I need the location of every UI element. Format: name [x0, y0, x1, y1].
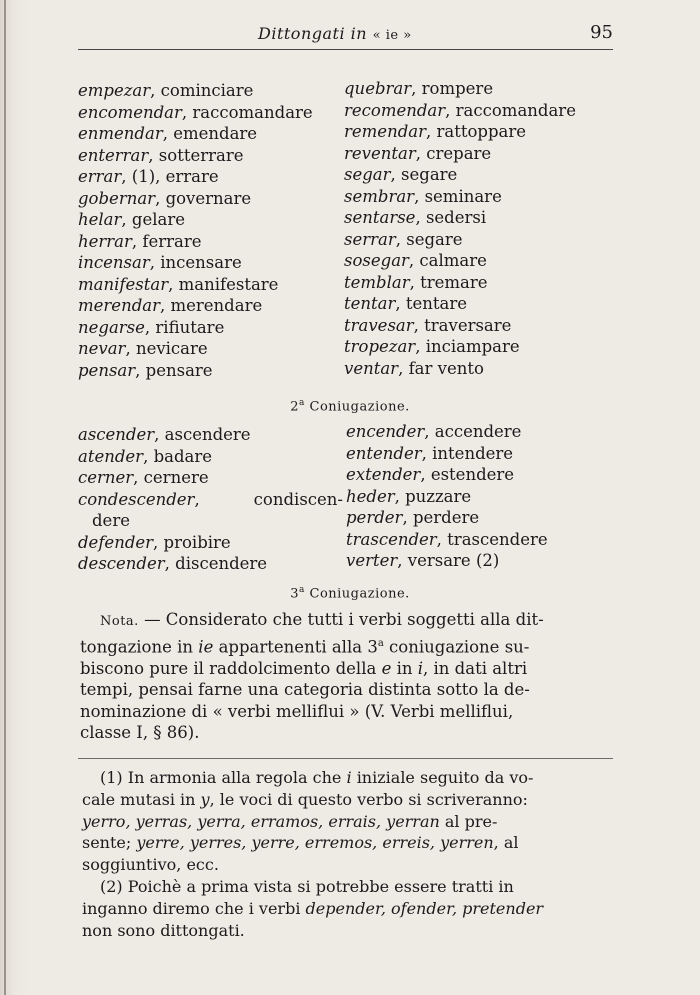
verb-entry: reventar, crepare — [344, 143, 492, 163]
verb-entry: negarse, rifiutare — [78, 317, 225, 337]
verb-entry — [78, 510, 343, 532]
verb-spanish: heder — [346, 486, 395, 506]
second-conjugation-right-column — [346, 421, 606, 572]
verb-meaning: discendere — [175, 554, 268, 573]
verb-entry: remendar, rattoppare — [344, 122, 527, 141]
verb-entry: pensar, pensare — [78, 360, 213, 380]
verb-entry: encomendar, raccomandare — [78, 102, 313, 122]
verb-meaning: trascendere — [447, 529, 548, 549]
verb-entry: enmendar, emendare — [78, 124, 258, 143]
verb-spanish: gobernar — [78, 188, 156, 208]
verb-entry: helar, gelare — [78, 210, 185, 229]
verb-spanish: trascender — [346, 529, 437, 549]
verb-entry: cerner, cernere — [78, 468, 209, 487]
verb-spanish: remendar — [344, 122, 426, 141]
verb-meaning: dere — [92, 511, 130, 530]
verb-meaning: tremare — [420, 272, 488, 292]
verb-spanish: ventar — [344, 358, 399, 378]
section-title-third-conjugation: 3$^a$ Coniugazione. — [290, 585, 410, 602]
verb-meaning: manifestare — [178, 274, 279, 294]
verb-spanish: recomendar — [344, 100, 446, 120]
verb-meaning: crepare — [426, 143, 492, 163]
page-header — [78, 24, 613, 50]
verb-entry: extender, estendere — [346, 465, 515, 484]
note-paragraph: Nota. — Considerato che tutti i verbi soggetti alla dit- tongazione in ie appartenenti alla 3$^a$ coniugazione su- biscono pure il raddolcimento della e in i, in dati altri tempi, pensai farne una categoria distinta sotto la de- nominazione di « verbi melliflui » (V. Verbi melliflui, classe I, § 86). — [80, 610, 544, 743]
verb-meaning: rifiutare — [155, 317, 225, 337]
verb-spanish: enmendar — [78, 124, 163, 143]
verb-entry: defender, proibire — [78, 532, 231, 552]
verb-meaning: governare — [165, 188, 252, 208]
verb-spanish: incensar — [78, 253, 150, 272]
verb-meaning: emendare — [173, 124, 258, 143]
verb-meaning: proibire — [163, 532, 231, 552]
verb-spanish: extender — [346, 465, 421, 484]
section-title-second-conjugation: 2$^a$ Coniugazione. — [290, 398, 410, 415]
verb-meaning: rompere — [421, 79, 494, 98]
verb-spanish: merendar — [78, 296, 160, 315]
verb-entry: descender, discendere — [78, 554, 268, 573]
page-edge — [4, 0, 6, 995]
second-conjugation-left-column — [78, 424, 343, 575]
verb-entry: atender, badare — [78, 446, 213, 466]
verb-meaning: perdere — [412, 508, 480, 527]
footnote-rule — [78, 758, 613, 759]
verb-spanish: quebrar — [344, 79, 412, 98]
verb-spanish: pensar — [78, 360, 136, 380]
footnotes: (1) In armonia alla regola che i iniziale seguito da vo- cale mutasi in y, le voci di questo verbo si scriveranno: yerro, yerras, yerra, erramos, errais, yerran al pre- sente; yerre, yerres, yerre, erremos, erreis, yerren, al soggiuntivo, ecc. (2) Poichè a prima vista si potrebbe essere tratti in inganno diremo che i verbi depender, ofender, pretender non sono dittongati. — [82, 767, 615, 941]
verb-meaning: raccomandare — [455, 100, 576, 120]
verb-spanish: tentar — [344, 294, 396, 313]
verb-spanish: condescender — [78, 489, 195, 509]
verb-meaning: accendere — [434, 422, 522, 441]
verb-spanish: sentarse — [344, 208, 416, 227]
verb-meaning: far vento — [408, 358, 484, 378]
verb-entry: errar, (1), errare — [78, 167, 219, 186]
verb-meaning: intendere — [432, 443, 514, 463]
verb-spanish: enterrar — [78, 145, 149, 165]
verb-spanish: descender — [78, 554, 165, 573]
header-rule — [78, 49, 613, 50]
verb-entry: heder, puzzare — [346, 486, 472, 506]
verb-entry: quebrar, rompere — [344, 79, 494, 98]
verb-entry: serrar, segare — [344, 229, 463, 249]
running-head: Dittongati in « ie » — [258, 24, 412, 43]
page-number: 95 — [590, 22, 613, 43]
verb-entry: recomendar, raccomandare — [344, 100, 576, 120]
verb-spanish: travesar — [344, 315, 414, 335]
verb-entry: entender, intendere — [346, 443, 514, 463]
verb-entry: nevar, nevicare — [78, 339, 208, 358]
verb-entry: encender, accendere — [346, 422, 522, 441]
verb-meaning: tentare — [405, 294, 468, 313]
verb-entry: trascender, trascendere — [346, 529, 548, 549]
first-conjugation-right-column — [344, 78, 604, 379]
verb-spanish: verter — [346, 551, 398, 570]
verb-entry: travesar, traversare — [344, 315, 512, 335]
verb-spanish: sosegar — [344, 251, 409, 270]
verb-meaning: puzzare — [405, 486, 472, 506]
footnote-2: (2) Poichè a prima vista si potrebbe essere tratti in — [100, 876, 514, 896]
verb-entry: condescender, condiscen- — [78, 489, 343, 509]
verb-entry: tentar, tentare — [344, 294, 468, 313]
verb-meaning: merendare — [170, 296, 263, 315]
verb-entry: enterrar, sotterrare — [78, 145, 244, 165]
verb-spanish: negarse — [78, 317, 145, 337]
verb-meaning: seminare — [424, 186, 502, 206]
verb-spanish: entender — [346, 443, 422, 463]
verb-meaning: cominciare — [160, 81, 254, 100]
verb-meaning: badare — [153, 446, 213, 466]
verb-spanish: herrar — [78, 231, 132, 251]
verb-meaning: sedersi — [425, 208, 487, 227]
verb-entry: temblar, tremare — [344, 272, 488, 292]
verb-entry: ascender, ascendere — [78, 425, 251, 444]
verb-entry: manifestar, manifestare — [78, 274, 279, 294]
verb-entry: sentarse, sedersi — [344, 208, 487, 227]
verb-entry: sembrar, seminare — [344, 186, 502, 206]
verb-entry: verter, versare (2) — [346, 551, 500, 570]
verb-spanish: nevar — [78, 339, 126, 358]
verb-entry: tropezar, inciampare — [344, 337, 520, 356]
verb-meaning: (1), errare — [131, 167, 219, 186]
verb-meaning: segare — [401, 165, 458, 184]
verb-spanish: tropezar — [344, 337, 416, 356]
verb-spanish: atender — [78, 446, 144, 466]
verb-entry: empezar, cominciare — [78, 81, 254, 100]
verb-meaning: inciampare — [425, 337, 520, 356]
verb-entry: gobernar, governare — [78, 188, 252, 208]
verb-meaning: ferrare — [142, 231, 202, 251]
verb-spanish: manifestar — [78, 274, 169, 294]
verb-meaning: pensare — [145, 360, 213, 380]
verb-entry: segar, segare — [344, 165, 458, 184]
verb-meaning: calmare — [419, 251, 487, 270]
verb-meaning: traversare — [424, 315, 512, 335]
verb-spanish: ascender — [78, 425, 155, 444]
footnote-1: (1) In armonia alla regola che i iniziale seguito da vo- — [100, 768, 534, 787]
verb-spanish: perder — [346, 508, 403, 527]
verb-entry: merendar, merendare — [78, 296, 263, 315]
verb-entry: ventar, far vento — [344, 358, 484, 378]
verb-meaning: gelare — [131, 210, 185, 229]
verb-spanish: temblar — [344, 272, 410, 292]
verb-meaning: cernere — [143, 468, 209, 487]
verb-entry: sosegar, calmare — [344, 251, 487, 270]
verb-meaning: estendere — [430, 465, 515, 484]
verb-spanish: errar — [78, 167, 122, 186]
verb-meaning: condiscen- — [253, 489, 343, 509]
verb-meaning: raccomandare — [192, 102, 313, 122]
verb-spanish: sembrar — [344, 186, 415, 206]
verb-spanish: cerner — [78, 468, 134, 487]
verb-meaning: rattoppare — [436, 122, 527, 141]
verb-meaning: sotterrare — [158, 145, 244, 165]
verb-meaning: ascendere — [164, 425, 251, 444]
verb-spanish: defender — [78, 532, 154, 552]
verb-meaning: segare — [406, 229, 463, 249]
verb-entry: perder, perdere — [346, 508, 480, 527]
verb-entry: incensar, incensare — [78, 253, 242, 272]
verb-spanish: segar — [344, 165, 391, 184]
verb-spanish: empezar — [78, 81, 151, 100]
verb-spanish: serrar — [344, 229, 396, 249]
first-conjugation-left-column — [78, 80, 343, 381]
verb-spanish: reventar — [344, 143, 416, 163]
verb-meaning: versare (2) — [407, 551, 500, 570]
verb-meaning: nevicare — [135, 339, 208, 358]
verb-entry: herrar, ferrare — [78, 231, 202, 251]
verb-spanish: encender — [346, 422, 425, 441]
verb-spanish: encomendar — [78, 102, 182, 122]
verb-spanish: helar — [78, 210, 122, 229]
verb-meaning: incensare — [160, 253, 242, 272]
